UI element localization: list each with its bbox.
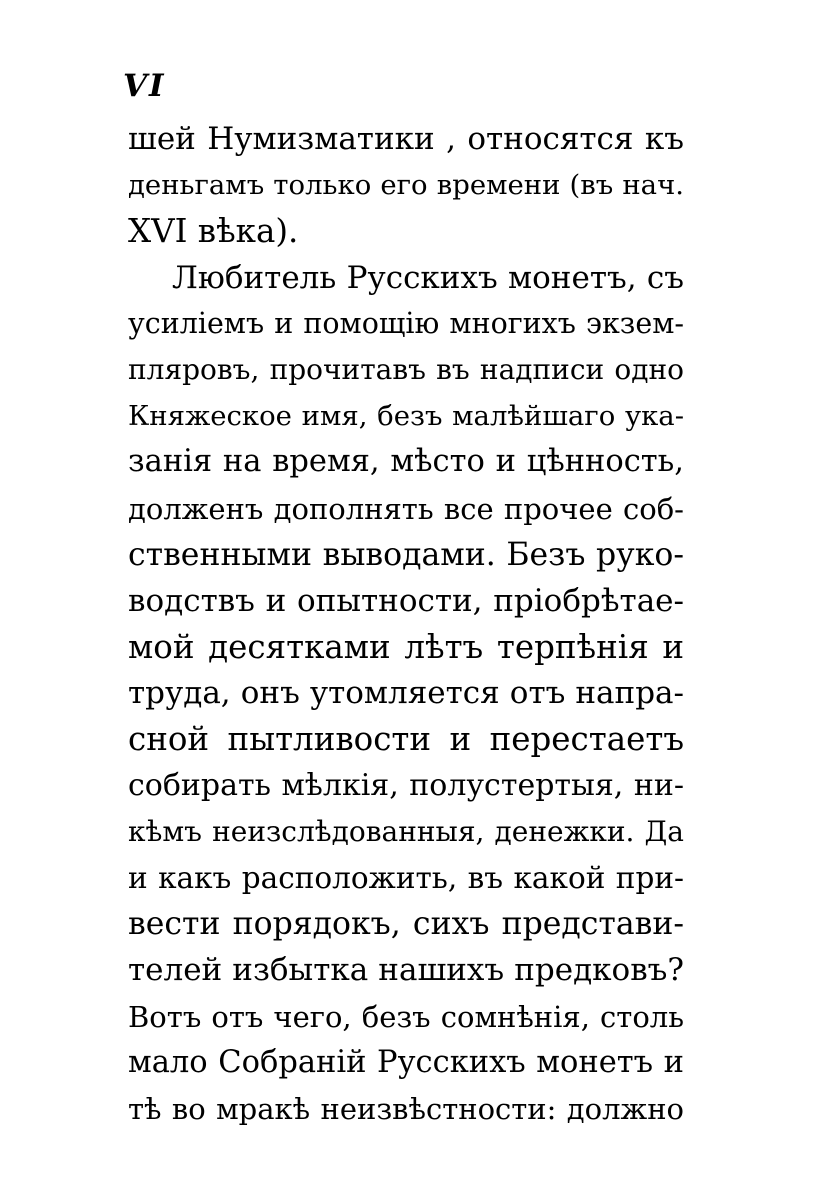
text-line: труда, онъ утомляется отъ напра- [128, 675, 684, 712]
text-line: Вотъ отъ чего, безъ сомнѣнія, столь [128, 999, 684, 1034]
text-line: занія на время, мѣсто и цѣнность, [128, 444, 684, 480]
text-line: кѣмъ неизслѣдованныя, денежки. Да [128, 814, 684, 848]
body-text [128, 116, 684, 1132]
text-line: телей избытка нашихъ предковъ? [128, 952, 684, 989]
text-line: пляровъ, прочитавъ въ надписи одно [128, 352, 684, 386]
text-line: усиліемъ и помощію многихъ экзем- [128, 306, 684, 340]
text-line: Княжеское имя, безъ малѣйшаго ука- [128, 400, 684, 433]
paragraph-first-line: Любитель Русскихъ монетъ, съ [172, 259, 684, 296]
text-line: сной пытливости и перестаетъ [128, 720, 684, 759]
text-line: собирать мѣлкія, полустертыя, ни- [128, 767, 684, 803]
text-line: ственными выводами. Безъ руко- [128, 536, 684, 573]
text-line: тѣ во мракѣ неизвѣстности: должно [128, 1091, 684, 1126]
text-line: вести порядокъ, сихъ представи- [128, 906, 684, 943]
text-line: мало Собраній Русскихъ монетъ и [128, 1044, 684, 1080]
text-line: долженъ дополнять все прочее соб- [128, 491, 684, 526]
text-line: мой десятками лѣтъ терпѣнія и [128, 628, 684, 667]
text-line: шей Нумизматики , относятся къ [128, 121, 684, 157]
text-line: и какъ расположить, въ какой при- [128, 861, 684, 895]
text-line: XVI вѣка). [128, 212, 299, 251]
page-number: VI [123, 68, 166, 104]
text-line: деньгамъ только его времени (въ нач. [128, 169, 684, 202]
text-line: водствъ и опытности, пріобрѣтае- [128, 582, 684, 619]
